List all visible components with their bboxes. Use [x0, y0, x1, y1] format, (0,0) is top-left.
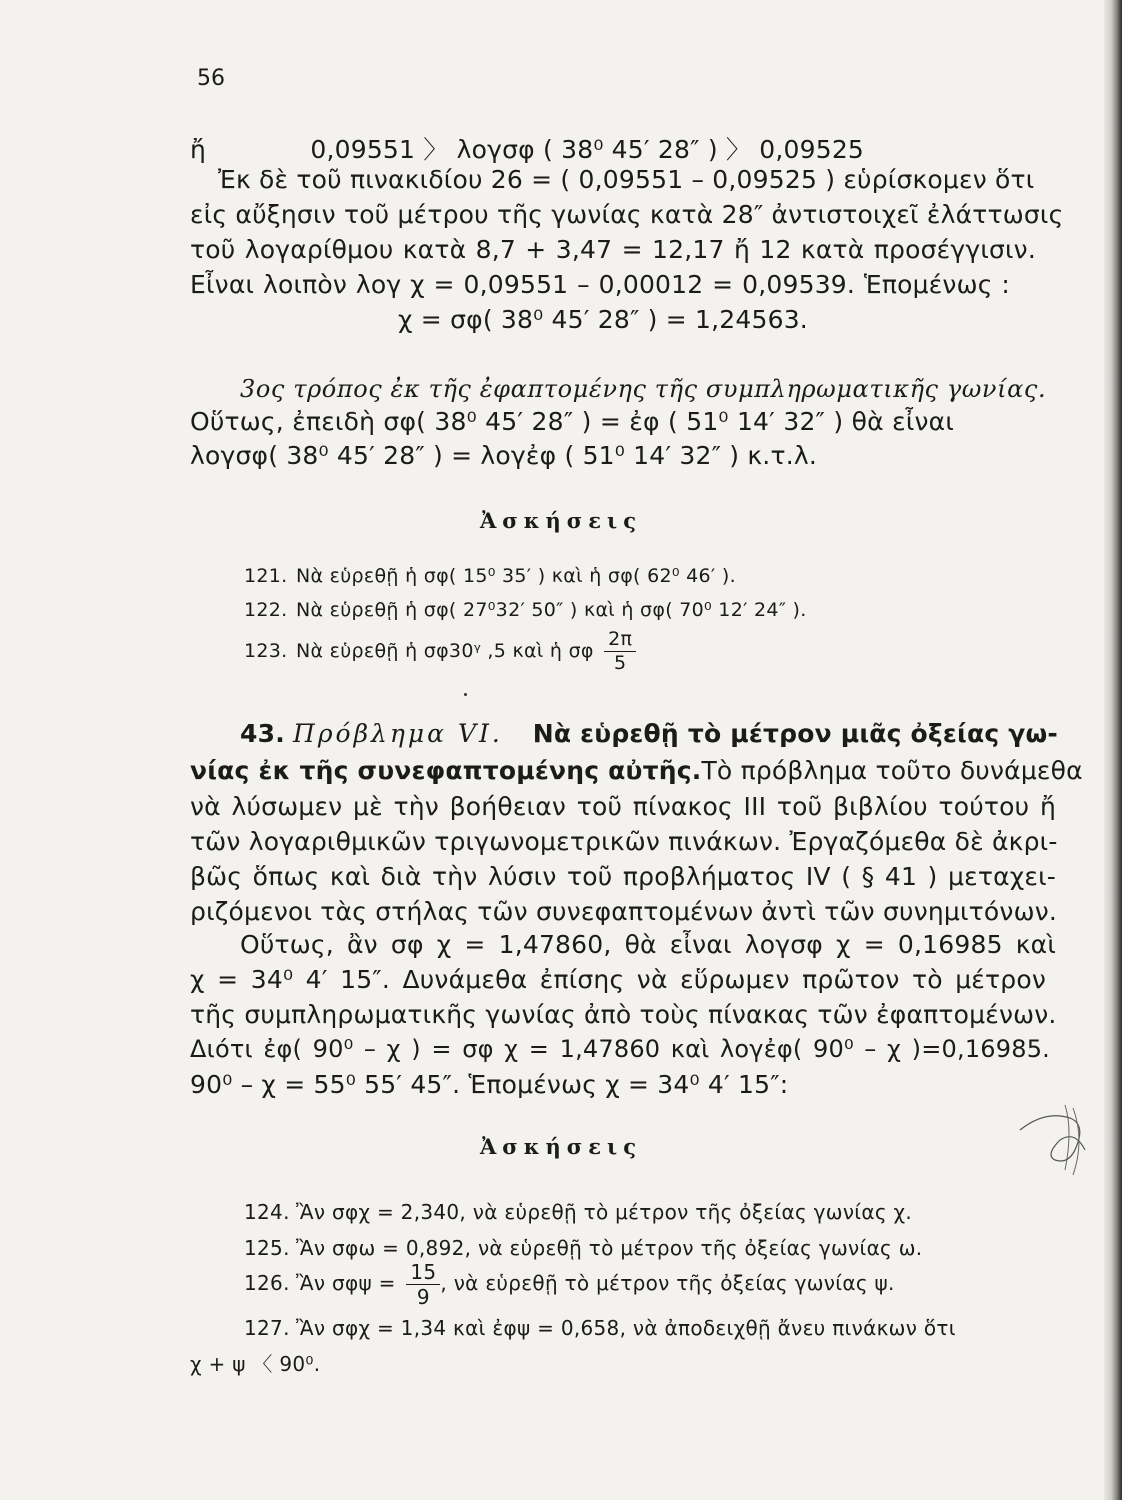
- fraction-denominator: 5: [613, 652, 627, 674]
- problem-line-2: νὰ λύσωμεν μὲ τὴν βοήθειαν τοῦ πίνακος III τοῦ βιβλίου τούτου ἤ: [190, 792, 1056, 821]
- problem-title-part-1: Νὰ εὑρεθῇ τὸ μέτρον μιᾶς ὀξείας γω-: [532, 719, 1058, 748]
- method-3-line-1: Οὕτως, ἐπειδὴ σφ( 38⁰ 45′ 28″ ) = ἐφ ( 51⁰ 14′ 32″ ) θὰ εἶναι: [190, 407, 954, 436]
- exercise-text: Νὰ εὑρεθῇ ἡ σφ30ᵞ ,5 καὶ ἡ σφ: [296, 640, 594, 662]
- inequality: 0,09551 〉 λογσφ ( 38⁰ 45′ 28″ ) 〉 0,09525: [310, 135, 865, 164]
- problem-line-9: Διότι ἐφ( 90⁰ – χ ) = σφ χ = 1,47860 καὶ λογἐφ( 90⁰ – χ )=0,16985.: [190, 1035, 1050, 1063]
- exercise-127: [244, 1316, 956, 1340]
- problem-line-8: τῆς συμπληρωματικῆς γωνίας ἀπὸ τοὺς πίνακας τῶν ἐφαπτομένων.: [190, 1000, 1057, 1029]
- page-number: 56: [197, 66, 225, 91]
- exercise-number: 122.: [244, 599, 288, 621]
- method-3-heading: 3ος τρόπος ἐκ τῆς ἐφαπτομένης τῆς συμπληρωματικῆς γωνίας.: [240, 375, 1047, 403]
- fraction-15-over-9: [406, 1262, 440, 1307]
- fraction-denominator: 9: [416, 1285, 430, 1309]
- problem-title-line: [240, 719, 1058, 748]
- problem-line-6: Οὕτως, ἂν σφ χ = 1,47860, θὰ εἶναι λογσφ χ = 0,16985 καὶ: [240, 930, 1056, 959]
- exercise-text: Νὰ εὑρεθῇ ἡ σφ( 15⁰ 35′ ) καὶ ἡ σφ( 62⁰ 46′ ).: [296, 565, 736, 587]
- exercise-125: [244, 1236, 922, 1260]
- exercise-127-continuation: χ + ψ 〈 90⁰.: [190, 1352, 321, 1376]
- method-3-line-2: λογσφ( 38⁰ 45′ 28″ ) = λογἐφ ( 51⁰ 14′ 32″ ) κ.τ.λ.: [190, 441, 817, 470]
- exercise-123: [244, 630, 636, 673]
- problem-line-7: χ = 34⁰ 4′ 15″. Δυνάμεθα ἐπίσης νὰ εὕρωμεν πρῶτον τὸ μέτρον: [190, 965, 1046, 994]
- exercise-text: Ἂν σφχ = 2,340, νὰ εὑρεθῇ τὸ μέτρον τῆς ὀξείας γωνίας χ.: [296, 1200, 913, 1224]
- body-line-5: Εἶναι λοιπὸν λογ χ = 0,09551 – 0,00012 = 0,09539. Ἑπομένως :: [190, 270, 1010, 299]
- fraction-numerator: 15: [406, 1262, 440, 1285]
- exercise-text: Νὰ εὑρεθῇ ἡ σφ( 27⁰32′ 50″ ) καὶ ἡ σφ( 70⁰ 12′ 24″ ).: [296, 599, 807, 621]
- problem-line-10: 90⁰ – χ = 55⁰ 55′ 45″. Ἑπομένως χ = 34⁰ 4′ 15″:: [190, 1070, 789, 1099]
- problem-number: 43.: [240, 719, 285, 748]
- exercise-121: [244, 565, 736, 587]
- exercise-124: [244, 1200, 912, 1224]
- fraction-numerator: 2π: [604, 630, 636, 652]
- exercises-heading-2: Ἀσκήσεις: [480, 1134, 642, 1159]
- exercise-text-after: , νὰ εὑρεθῇ τὸ μέτρον τῆς ὀξείας γωνίας ψ.: [440, 1271, 895, 1295]
- exercises-heading-1: Ἀσκήσεις: [480, 508, 642, 533]
- or-symbol: ἤ: [190, 135, 207, 164]
- problem-line-3: τῶν λογαριθμικῶν τριγωνομετρικῶν πινάκων. Ἐργαζόμεθα δὲ ἀκρι-: [190, 827, 1058, 856]
- exercise-number: 121.: [244, 565, 288, 587]
- stray-dot: [464, 693, 467, 696]
- exercise-number: 125.: [244, 1236, 290, 1260]
- problem-line-4: βῶς ὅπως καὶ διὰ τὴν λύσιν τοῦ προβλήματος IV ( § 41 ) μεταχει-: [190, 862, 1056, 891]
- page-edge: [1104, 0, 1122, 1500]
- exercise-number: 123.: [244, 640, 288, 662]
- exercise-number: 127.: [244, 1316, 290, 1340]
- body-line-4: τοῦ λογαρίθμου κατὰ 8,7 + 3,47 = 12,17 ἤ 12 κατὰ προσέγγισιν.: [190, 235, 1036, 264]
- problem-label: Πρόβλημα VI.: [293, 719, 503, 748]
- body-line-3: εἰς αὔξησιν τοῦ μέτρου τῆς γωνίας κατὰ 28″ ἀντιστοιχεῖ ἐλάττωσις: [190, 200, 1064, 229]
- problem-line-5: ριζόμενοι τὰς στήλας τῶν συνεφαπτομένων ἀντὶ τῶν συνημιτόνων.: [190, 897, 1058, 926]
- body-line-1: [190, 130, 864, 166]
- problem-title-part-2: νίας ἐκ τῆς συνεφαπτομένης αὐτῆς.: [190, 756, 702, 785]
- body-line-6-result: χ = σφ( 38⁰ 45′ 28″ ) = 1,24563.: [398, 305, 808, 334]
- exercise-126: [244, 1262, 895, 1307]
- exercise-number: 126.: [244, 1271, 290, 1295]
- exercise-text: Ἂν σφχ = 1,34 καὶ ἐφψ = 0,658, νὰ ἀποδειχθῇ ἄνευ πινάκων ὅτι: [296, 1316, 956, 1340]
- fraction-2pi-over-5: [604, 630, 636, 673]
- body-line-2: Ἐκ δὲ τοῦ πινακιδίου 26 = ( 0,09551 – 0,09525 ) εὑρίσκομεν ὅτι: [218, 165, 1035, 194]
- problem-line-1: [190, 756, 1083, 785]
- problem-line-1-rest: Τὸ πρόβλημα τοῦτο δυνάμεθα: [701, 756, 1083, 785]
- exercise-text-before: Ἂν σφψ =: [296, 1271, 396, 1295]
- exercise-text: Ἂν σφω = 0,892, νὰ εὑρεθῇ τὸ μέτρον τῆς ὀξείας γωνίας ω.: [296, 1236, 923, 1260]
- exercise-122: [244, 599, 807, 621]
- pencil-mark-icon: [1015, 1100, 1095, 1180]
- exercise-number: 124.: [244, 1200, 290, 1224]
